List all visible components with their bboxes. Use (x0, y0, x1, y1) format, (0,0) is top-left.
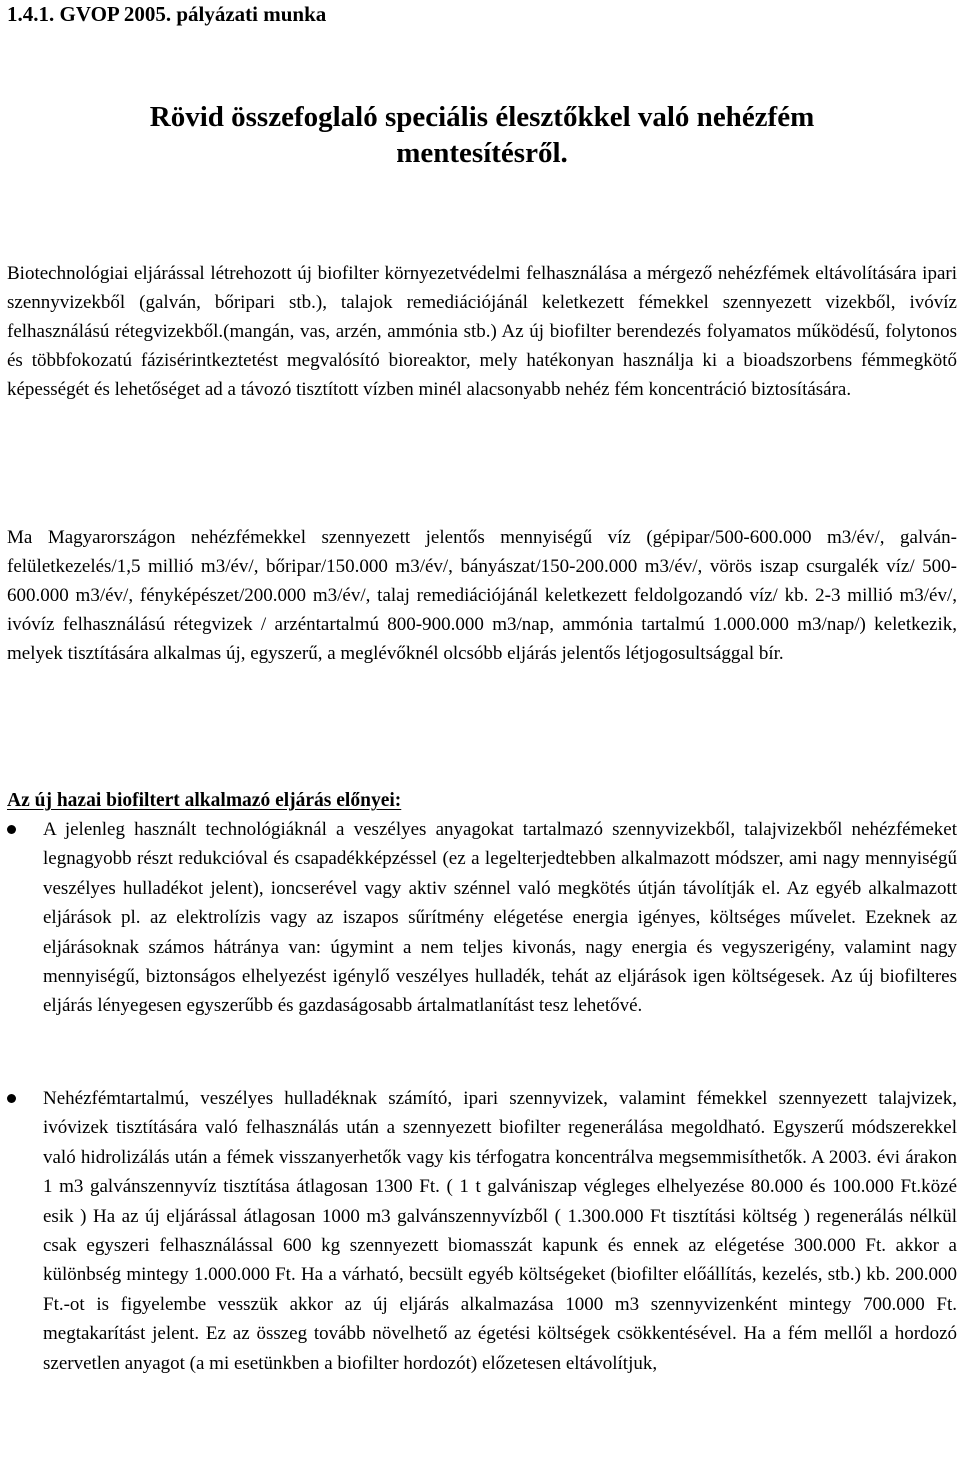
list-item (7, 815, 957, 1021)
list-item (7, 1084, 957, 1378)
title-line-1: Rövid összefoglaló speciális élesztőkkel való nehézfém (149, 101, 815, 133)
section-heading: 1.4.1. GVOP 2005. pályázati munka (7, 2, 327, 26)
advantages-list-part-2 (7, 1084, 957, 1378)
document-title (7, 99, 957, 171)
advantages-heading: Az új hazai biofiltert alkalmazó eljárás előnyei: (7, 790, 402, 811)
title-line-2: mentesítésről. (396, 137, 568, 169)
bullet-icon (7, 825, 16, 834)
intro-paragraph: Biotechnológiai eljárással létrehozott új biofilter környezetvédelmi felhasználása a mérgező nehézfémek eltávolítására ipari szennyvizekből (galván, bőripari stb.), talajok remediációjánál keletkezett fémekkel szennyezett vizekből, ivóvíz felhasználású rétegvizekből.(mangán, vas, arzén, ammónia stb.) Az új biofilter berendezés folyamatos működésű, folytonos és többfokozatú fázisérintkeztetést megvalósító bioreaktor, mely hatékonyan használja ki a bioadszorbens fémmegkötő képességét és lehetőséget ad a távozó tisztított vízben minél alacsonyabb nehéz fém koncentráció biztosítására. (7, 263, 957, 400)
list-item-text: A jelenleg használt technológiáknál a veszélyes anyagokat tartalmazó szennyvizekből, talajvizekből nehézfémeket legnagyobb részt redukcióval és csapadékképzéssel (ez a legelterjedtebben alkalmazott módszer, ami nagy mennyiségű veszélyes hulladékot jelent), ioncserével vagy aktiv szénnel való megkötés útján távolítják el. Az egyéb alkalmazott eljárások pl. az elektrolízis vagy az iszapos sűrítmény elégetése energia igényes, költséges művelet. Ezeknek az eljárásoknak számos hátránya van: úgymint a nem teljes kivonás, nagy energia és vegyszerigény, valamint nagy mennyiségű, biztonságos elhelyezést igénylő veszélyes hulladék, tehát az eljárások igen költségesek. Az új biofilteres eljárás lényegesen egyszerűbb és gazdaságosabb ártalmatlanítást tesz lehetővé. (43, 819, 957, 1017)
volume-paragraph: Ma Magyarországon nehézfémekkel szennyezett jelentős mennyiségű víz (gépipar/500-600.000 m3/év/, galván-felületkezelés/1,5 millió m3/év/, bőripar/150.000 m3/év/, bányászat/150-200.000 m3/év/, vörös iszap csurgalék víz/ 500-600.000 m3/év/, fényképészet/200.000 m3/év/, talaj remediációjánál keletkezett feldolgozandó víz/ kb. 2-3 millió m3/év/, ivóvíz felhasználású rétegvizek / arzéntartalmú 800-900.000 m3/nap, ammónia tartalmú 1.000.000 m3/nap/) keletkezik, melyek tisztítására alkalmas új, egyszerű, a meglévőknél olcsóbb eljárás jelentős létjogosultsággal bír. (7, 527, 957, 664)
advantages-list-part-1 (7, 815, 957, 1021)
bullet-icon (7, 1094, 16, 1103)
list-item-text: Nehézfémtartalmú, veszélyes hulladéknak számító, ipari szennyvizek, valamint fémekkel szennyezett talajvizek, ivóvizek tisztítására való felhasználás után a szennyezett biofilter regenerálása megoldható. Egyszerű módszerekkel való hidrolizálás után a fémek visszanyerhetők vagy kis térfogatra koncentrálva megsemmisíthetők. A 2003. évi árakon 1 m3 galvánszennyvíz tisztítása átlagosan 1300 Ft. ( 1 t galvániszap végleges elhelyezése 80.000 és 100.000 Ft.közé esik ) Ha az új eljárással átlagosan 1000 m3 galvánszennyvízből ( 1.300.000 Ft tisztítási költség ) regenerálás nélkül csak egyszeri felhasználással 600 kg szennyezett biomasszát kapunk és ennek az elégetése 300.000 Ft. akkor a különbség mintegy 1.000.000 Ft. Ha a várható, becsült egyéb költségeket (biofilter előállítás, kezelés, stb.) kb. 200.000 Ft.-ot is figyelembe vesszük akkor az új eljárás alkalmazása 1000 m3 szennyvizenként mintegy 700.000 Ft. megtakarítást jelent. Ez az összeg tovább növelhető az égetési költségek csökkentésével. Ha a fém mellől a hordozó szervetlen anyagot (a mi esetünkben a biofilter hordozót) előzetesen eltávolítjuk, (43, 1088, 957, 1374)
